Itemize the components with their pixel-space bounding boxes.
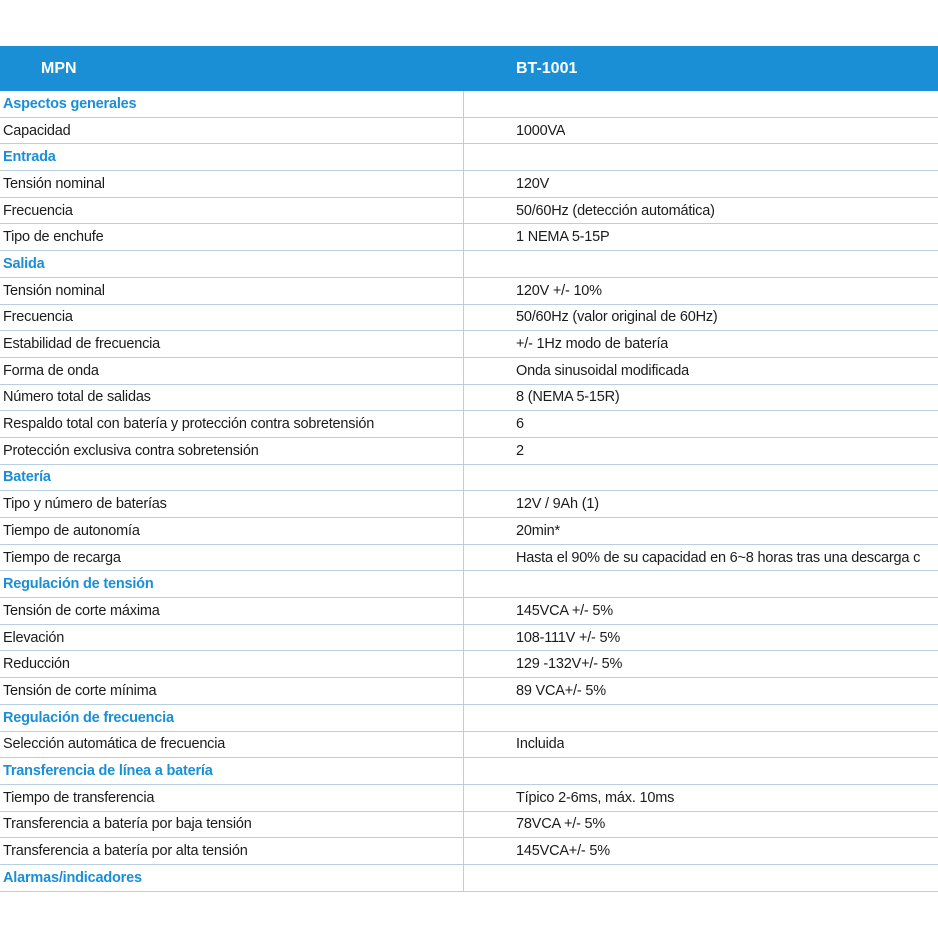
- spec-value: 2: [516, 442, 524, 459]
- spec-value: 8 (NEMA 5-15R): [516, 389, 620, 406]
- section-header-row: [0, 251, 938, 278]
- section-header-row: [0, 571, 938, 598]
- table-row: [0, 518, 938, 545]
- spec-label: Tipo y número de baterías: [0, 491, 464, 517]
- spec-label: Forma de onda: [0, 358, 464, 384]
- section-header-row: [0, 705, 938, 732]
- section-header-row: [0, 144, 938, 171]
- spec-value: 145VCA +/- 5%: [516, 602, 613, 619]
- table-body: [0, 91, 938, 892]
- table-row: [0, 331, 938, 358]
- spec-label: Tensión nominal: [0, 278, 464, 304]
- section-header-row: [0, 91, 938, 118]
- spec-value: Onda sinusoidal modificada: [516, 362, 689, 379]
- section-title: Transferencia de línea a batería: [0, 758, 464, 784]
- spec-label: Tensión de corte máxima: [0, 598, 464, 624]
- table-row: [0, 732, 938, 759]
- spec-label: Respaldo total con batería y protección contra sobretensión: [0, 411, 464, 437]
- table-row: [0, 838, 938, 865]
- spec-value: 1000VA: [516, 122, 566, 139]
- spec-label: Tipo de enchufe: [0, 224, 464, 250]
- spec-value: 50/60Hz (detección automática): [516, 202, 715, 219]
- table-header: [0, 46, 938, 91]
- spec-value: 20min*: [516, 522, 560, 539]
- spec-label: Tiempo de recarga: [0, 545, 464, 571]
- table-row: [0, 491, 938, 518]
- spec-label: Transferencia a batería por baja tensión: [0, 812, 464, 838]
- section-title: Salida: [0, 251, 464, 277]
- section-title: Batería: [0, 465, 464, 491]
- spec-label: Transferencia a batería por alta tensión: [0, 838, 464, 864]
- spec-value: 1 NEMA 5-15P: [516, 229, 610, 246]
- spec-value: +/- 1Hz modo de batería: [516, 336, 669, 353]
- spec-label: Tensión nominal: [0, 171, 464, 197]
- table-row: [0, 358, 938, 385]
- table-row: [0, 785, 938, 812]
- table-row: [0, 411, 938, 438]
- spec-label: Tensión de corte mínima: [0, 678, 464, 704]
- spec-label: Protección exclusiva contra sobretensión: [0, 438, 464, 464]
- spec-label: Elevación: [0, 625, 464, 651]
- table-row: [0, 678, 938, 705]
- table-row: [0, 625, 938, 652]
- spec-value: 120V: [516, 175, 550, 192]
- section-header-row: [0, 758, 938, 785]
- spec-value: 108-111V +/- 5%: [516, 629, 621, 646]
- spec-value: 50/60Hz (valor original de 60Hz): [516, 309, 718, 326]
- spec-value: 89 VCA+/- 5%: [516, 682, 606, 699]
- table-row: [0, 545, 938, 572]
- spec-table: [0, 46, 938, 892]
- spec-label: Número total de salidas: [0, 385, 464, 411]
- header-mpn-label: MPN: [41, 59, 77, 77]
- table-row: [0, 224, 938, 251]
- section-title: Regulación de tensión: [0, 571, 464, 597]
- section-title: Alarmas/indicadores: [0, 865, 464, 891]
- spec-label: Reducción: [0, 651, 464, 677]
- spec-value: 145VCA+/- 5%: [516, 843, 610, 860]
- table-row: [0, 812, 938, 839]
- spec-value: Hasta el 90% de su capacidad en 6~8 horas tras una descarga c: [516, 549, 921, 566]
- spec-value: Incluida: [516, 736, 565, 753]
- spec-label: Capacidad: [0, 118, 464, 144]
- spec-value: 12V / 9Ah (1): [516, 496, 599, 513]
- spec-value: 129 -132V+/- 5%: [516, 656, 623, 673]
- table-row: [0, 305, 938, 332]
- spec-label: Tiempo de transferencia: [0, 785, 464, 811]
- spec-label: Selección automática de frecuencia: [0, 732, 464, 758]
- spec-value: Típico 2-6ms, máx. 10ms: [516, 789, 675, 806]
- table-row: [0, 171, 938, 198]
- table-row: [0, 385, 938, 412]
- spec-value: 78VCA +/- 5%: [516, 816, 606, 833]
- section-title: Entrada: [0, 144, 464, 170]
- header-model-label: BT-1001: [516, 59, 578, 77]
- spec-label: Frecuencia: [0, 198, 464, 224]
- spec-label: Tiempo de autonomía: [0, 518, 464, 544]
- spec-label: Estabilidad de frecuencia: [0, 331, 464, 357]
- spec-value: 6: [516, 416, 524, 433]
- table-row: [0, 651, 938, 678]
- section-title: Regulación de frecuencia: [0, 705, 464, 731]
- section-header-row: [0, 465, 938, 492]
- spec-label: Frecuencia: [0, 305, 464, 331]
- table-row: [0, 198, 938, 225]
- section-header-row: [0, 865, 938, 892]
- table-row: [0, 438, 938, 465]
- spec-value: 120V +/- 10%: [516, 282, 602, 299]
- section-title: Aspectos generales: [0, 91, 464, 117]
- table-row: [0, 278, 938, 305]
- table-row: [0, 118, 938, 145]
- table-row: [0, 598, 938, 625]
